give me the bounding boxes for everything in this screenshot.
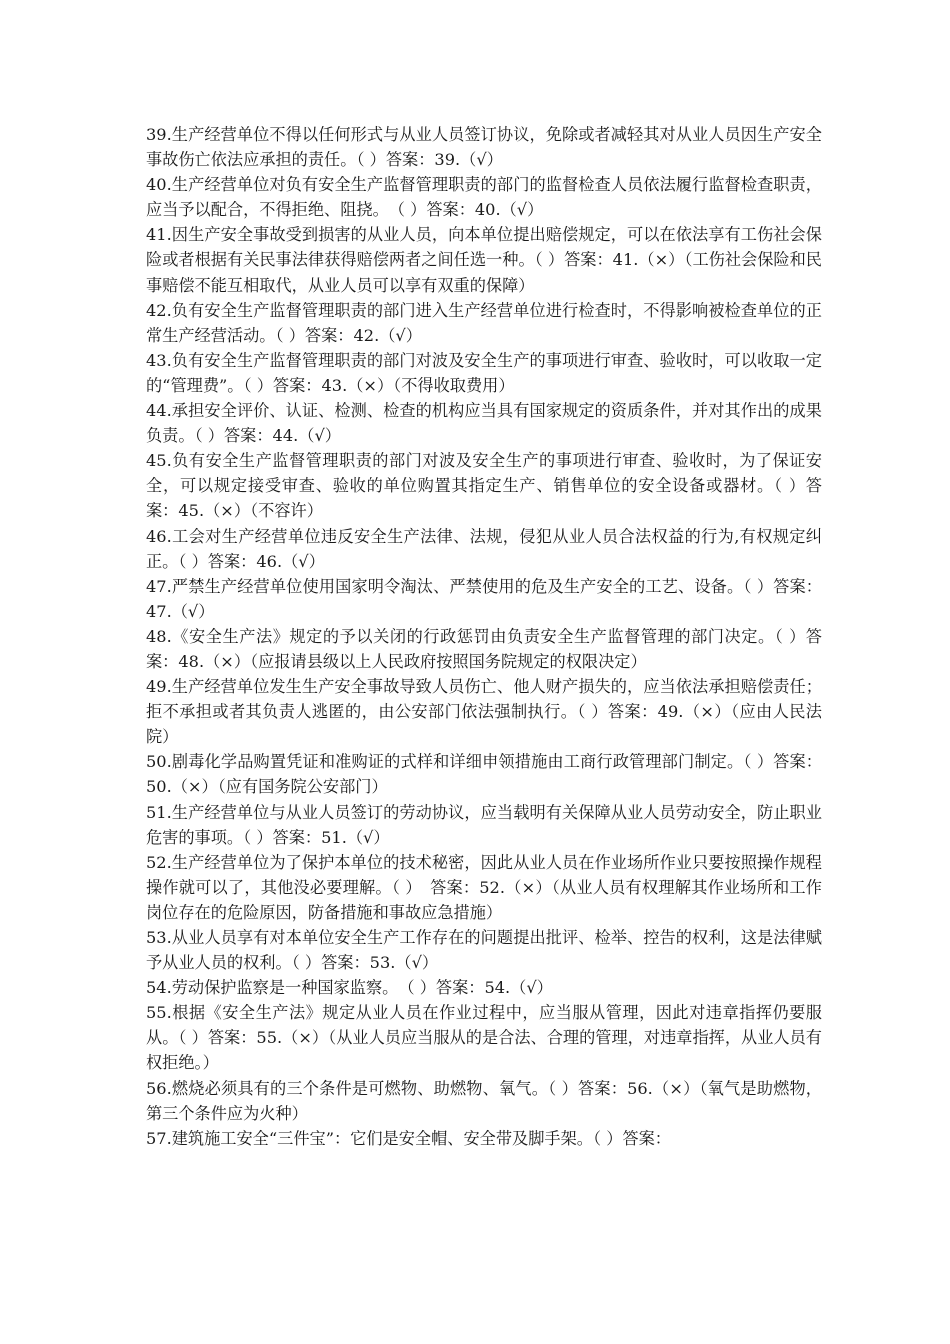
question-44: 44.承担安全评价、认证、检测、检查的机构应当具有国家规定的资质条件，并对其作出的成果负责。（ ）答案：44.（√）: [146, 401, 822, 446]
question-48: 48.《安全生产法》规定的予以关闭的行政惩罚由负责安全生产监督管理的部门决定。（ ）答案：48.（×）（应报请县级以上人民政府按照国务院规定的权限决定）: [146, 626, 822, 671]
question-45: 45.负有安全生产监督管理职责的部门对波及安全生产的事项进行审查、验收时，为了保证安全，可以规定接受审查、验收的单位购置其指定生产、销售单位的安全设备或器材。（ ）答案：45.（×）（不容许）: [146, 451, 822, 521]
question-43: 43.负有安全生产监督管理职责的部门对波及安全生产的事项进行审查、验收时，可以收取一定的“管理费”。（ ）答案：43.（×）（不得收取费用）: [146, 350, 822, 395]
question-51: 51.生产经营单位与从业人员签订的劳动协议，应当载明有关保障从业人员劳动安全，防止职业危害的事项。（ ）答案：51.（√）: [146, 802, 822, 847]
question-54: 54.劳动保护监察是一种国家监察。 （ ）答案：54.（√）: [146, 978, 553, 998]
question-55: 55.根据《安全生产法》规定从业人员在作业过程中，应当服从管理，因此对违章指挥仍要服从。（ ）答案：55.（×）（从业人员应当服从的是合法、合理的管理，对违章指挥，从业人员有权拒绝。）: [146, 1003, 822, 1073]
question-53: 53.从业人员享有对本单位安全生产工作存在的问题提出批评、检举、控告的权利，这是法律赋予从业人员的权利。（ ）答案：53.（√）: [146, 928, 822, 973]
question-57: 57.建筑施工安全“三件宝”：它们是安全帽、安全带及脚手架。（ ）答案：: [146, 1128, 671, 1148]
question-42: 42.负有安全生产监督管理职责的部门进入生产经营单位进行检查时，不得影响被检查单位的正常生产经营活动。（ ）答案：42.（√）: [146, 300, 822, 345]
question-52: 52.生产经营单位为了保护本单位的技术秘密，因此从业人员在作业场所作业只要按照操作规程操作就可以了，其他没必要理解。（ ） 答案：52.（×）（从业人员有权理解其作业场所和工作岗位存在的危险原因，防备措施和事故应急措施）: [146, 852, 822, 922]
question-40: 40.生产经营单位对负有安全生产监督管理职责的部门的监督检查人员依法履行监督检查职责，应当予以配合，不得拒绝、阻挠。 （ ）答案：40.（√）: [146, 175, 822, 220]
question-46: 46.工会对生产经营单位违反安全生产法律、法规，侵犯从业人员合法权益的行为,有权规定纠正。（ ）答案：46.（√）: [146, 526, 822, 571]
document-page: [146, 122, 822, 1151]
question-56: 56.燃烧必须具有的三个条件是可燃物、助燃物、氧气。（ ）答案：56.（×）（氧气是助燃物，第三个条件应为火种）: [146, 1078, 822, 1123]
question-49: 49.生产经营单位发生生产安全事故导致人员伤亡、他人财产损失的，应当依法承担赔偿责任；拒不承担或者其负责人逃匿的，由公安部门依法强制执行。（ ）答案：49.（×）（应由人民法院）: [146, 677, 822, 747]
question-39: 39.生产经营单位不得以任何形式与从业人员签订协议，免除或者减轻其对从业人员因生产安全事故伤亡依法应承担的责任。（ ）答案：39.（√）: [146, 125, 822, 170]
question-50: 50.剧毒化学品购置凭证和准购证的式样和详细申领措施由工商行政管理部门制定。（ ）答案：50.（×）（应有国务院公安部门）: [146, 752, 822, 797]
question-41: 41.因生产安全事故受到损害的从业人员，向本单位提出赔偿规定，可以在依法享有工伤社会保险或者根据有关民事法律获得赔偿两者之间任选一种。（ ）答案：41.（×）（工伤社会保险和民事赔偿不能互相取代，从业人员可以享有双重的保障）: [146, 225, 822, 295]
question-47: 47.严禁生产经营单位使用国家明令淘汰、严禁使用的危及生产安全的工艺、设备。（ ）答案：47.（√）: [146, 576, 822, 621]
